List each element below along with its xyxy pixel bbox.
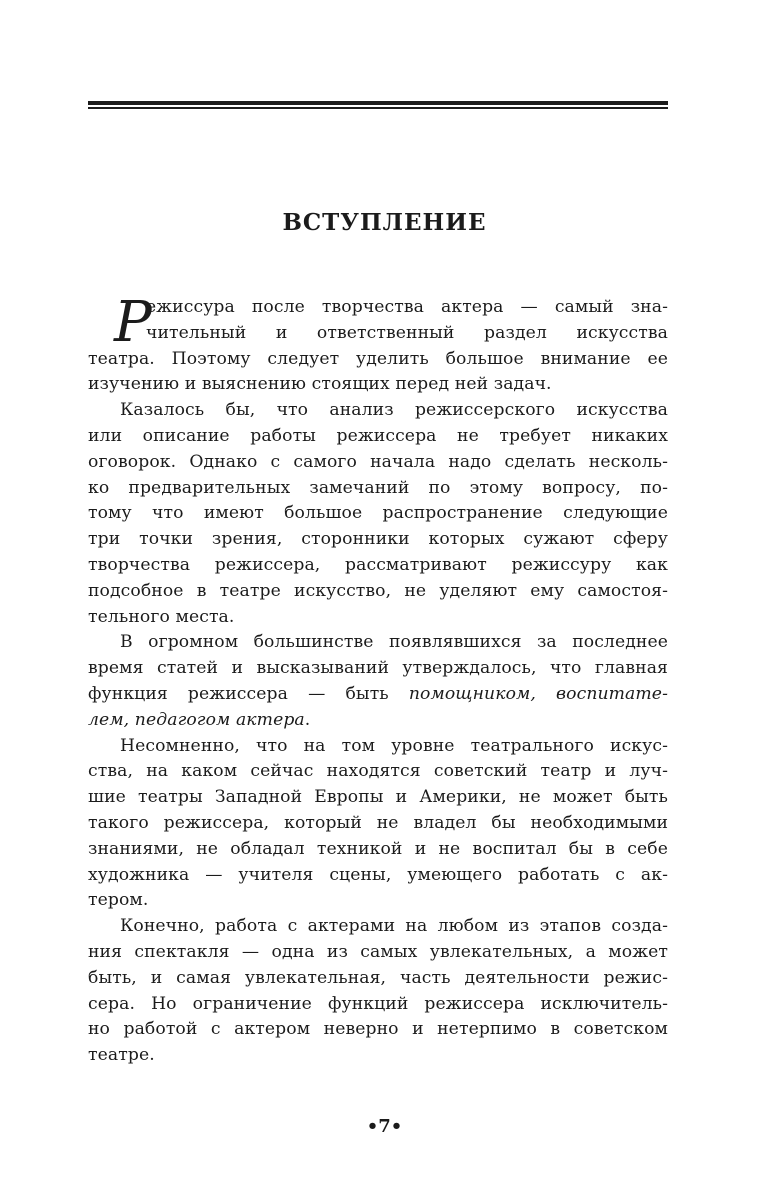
text-line: ства, на каком сейчас находятся советский театр и луч- (88, 761, 668, 782)
italic-run: помощником, воспитате- (408, 683, 668, 704)
text-line: тому что имеют большое распространение следующие (88, 503, 668, 524)
text-line: шие театры Западной Европы и Америки, не может быть (88, 787, 668, 808)
paragraph-1 (88, 290, 668, 398)
text-line (88, 682, 668, 708)
text-line: театре. (88, 1045, 155, 1066)
text-line: изучению и выяснению стоящих перед ней задач. (88, 374, 552, 395)
text-line: но работой с актером неверно и нетерпимо в советском (88, 1019, 668, 1040)
text-line: Несомненно, что на том уровне театрального искус- (120, 735, 668, 756)
text-run: . (304, 709, 311, 730)
text-run: функция режиссера — быть (88, 683, 409, 704)
page-number: •7• (366, 1116, 403, 1137)
text-line: ежиссура после творчества актера — самый зна- (146, 297, 668, 317)
text-line: сера. Но ограничение функций режиссера исключитель- (88, 993, 668, 1014)
body-text (88, 290, 668, 1069)
header-rule-thick (88, 101, 668, 105)
text-line: творчества режиссера, рассматривают режиссуру как (88, 554, 668, 575)
text-line: три точки зрения, сторонники которых сужают сферу (88, 529, 668, 550)
text-line: подсобное в театре искусство, не уделяют ему самостоя- (88, 580, 668, 601)
text-line: быть, и самая увлекательная, часть деятельности режис- (88, 967, 668, 988)
text-line: тером. (88, 890, 149, 911)
text-line: Конечно, работа с актерами на любом из этапов созда- (120, 916, 668, 937)
text-line: оговорок. Однако с самого начала надо сделать несколь- (88, 451, 668, 472)
text-line: ния спектакля — одна из самых увлекательных, а может (88, 941, 668, 962)
paragraph-3 (88, 630, 668, 733)
text-line: время статей и высказываний утверждалось, что главная (88, 658, 668, 679)
text-line: Казалось бы, что анализ режиссерского искусства (120, 400, 668, 421)
paragraph-2 (88, 398, 668, 630)
paragraph-5 (88, 914, 668, 1069)
paragraph-4 (88, 734, 668, 915)
text-line: ко предварительных замечаний по этому вопросу, по- (88, 477, 668, 498)
chapter-title: ВСТУПЛЕНИЕ (282, 209, 487, 236)
text-line: или описание работы режиссера не требует никаких (88, 425, 668, 446)
text-line: художника — учителя сцены, умеющего работать с ак- (88, 864, 668, 885)
italic-run: лем, педагогом актера (88, 709, 305, 730)
text-line (88, 708, 668, 734)
text-line: знаниями, не обладал техникой и не воспитал бы в себе (88, 838, 668, 859)
header-rule-thin (88, 107, 668, 109)
text-line: такого режиссера, который не владел бы необходимыми (88, 812, 668, 833)
text-line: чительный и ответственный раздел искусства (146, 322, 668, 343)
text-line: В огромном большинстве появлявшихся за последнее (120, 632, 668, 653)
text-line: тельного места. (88, 606, 235, 627)
drop-cap: Р (114, 290, 152, 355)
text-line: театра. Поэтому следует уделить большое внимание ее (88, 348, 668, 369)
